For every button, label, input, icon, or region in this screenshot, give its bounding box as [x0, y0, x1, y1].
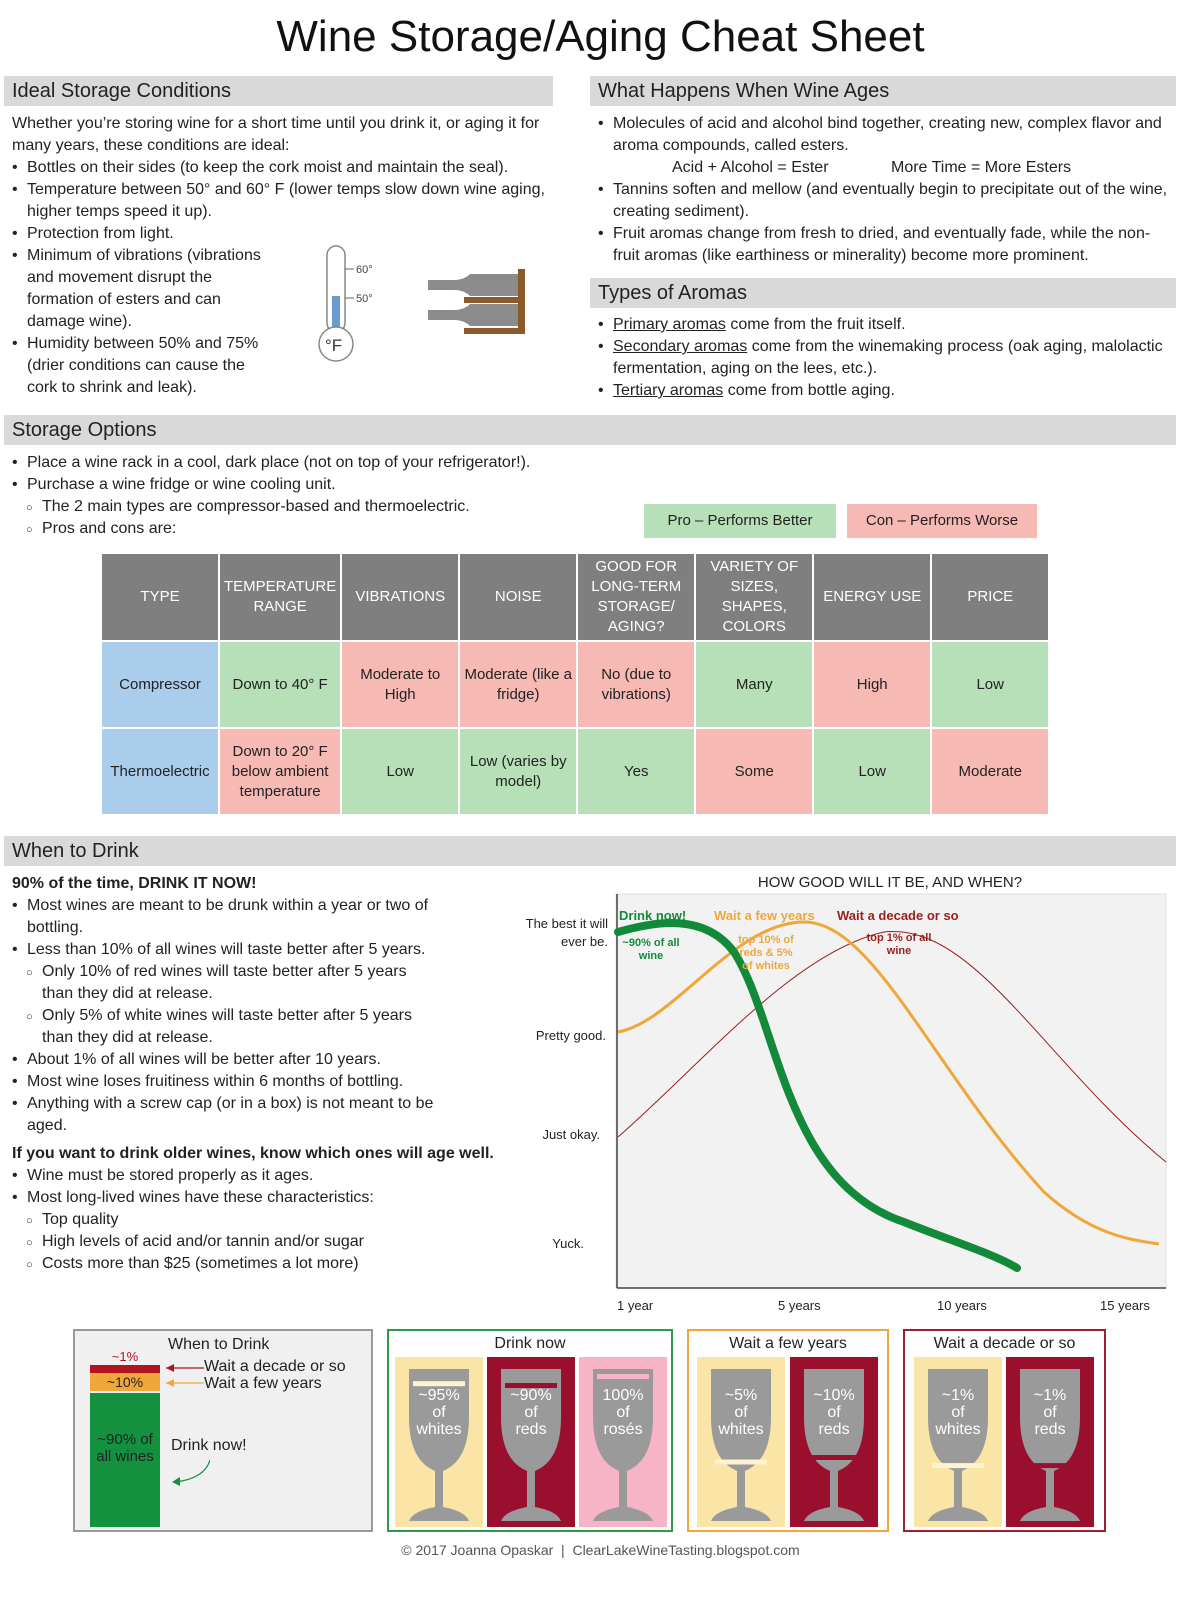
series-label-decade: Wait a decade or so: [837, 908, 959, 923]
aging-heading: What Happens When Wine Ages: [590, 76, 1176, 106]
wine-glass-card: [790, 1357, 878, 1527]
aroma-desc: come from the fruit itself.: [725, 316, 906, 333]
table-cell: Low: [932, 642, 1048, 727]
chart-title: HOW GOOD WILL IT BE, AND WHEN?: [757, 874, 1023, 891]
table-header: TEMPERATURE RANGE: [220, 554, 340, 640]
aging-bullet: • Tannins soften and mellow (and eventually begin to precipitate out of the wine, creating sediment).: [598, 179, 1174, 223]
wine-glass-icon: [395, 1357, 483, 1527]
wine-rack-icon: [424, 266, 530, 342]
wine-glass-icon: [1006, 1357, 1094, 1527]
table-header: TYPE: [102, 554, 218, 640]
drink-sub: ○ Costs more than $25 (sometimes a lot more): [12, 1253, 512, 1275]
wine-glass-card: [697, 1357, 785, 1527]
storage-bullet: • Place a wine rack in a cool, dark place (not on top of your refrigerator!).: [12, 452, 612, 474]
aging-list-2: [598, 179, 1174, 267]
glass-kind: whites: [718, 1421, 764, 1438]
pro-key: Pro – Performs Better: [644, 504, 836, 538]
glass-of: of: [827, 1404, 841, 1421]
drink-sublist-3: [12, 1209, 512, 1275]
ester-equation: Acid + Alcohol = Ester: [672, 159, 829, 176]
wine-glass-icon: [579, 1357, 667, 1527]
aroma-desc: come from bottle aging.: [723, 382, 895, 399]
drink-now-heading: 90% of the time, DRINK IT NOW!: [12, 875, 257, 892]
drink-heading: When to Drink: [4, 836, 1176, 866]
ideal-intro: Whether you’re storing wine for a short time until you drink it, or aging it for many years, these conditions are ideal:: [12, 115, 540, 154]
drink-list-3: [12, 1165, 512, 1209]
glass-kind: reds: [818, 1421, 850, 1438]
glass-of: of: [524, 1404, 538, 1421]
y-label-pretty-good: Pretty good.: [535, 1028, 606, 1043]
table-row: [102, 729, 1048, 814]
aging-list: [598, 113, 1174, 157]
thermo-unit: °F: [325, 336, 343, 355]
table-cell: Moderate (like a fridge): [460, 642, 576, 727]
drink-now-title: Drink now: [494, 1335, 566, 1352]
x-label-1: 1 year: [617, 1298, 654, 1313]
wine-glass-icon: [790, 1357, 878, 1527]
wine-glass-icon: [697, 1357, 785, 1527]
aroma-term: Tertiary aromas: [613, 382, 724, 399]
bar-text-few: Wait a few years: [204, 1375, 322, 1392]
few-years-title: Wait a few years: [729, 1335, 847, 1352]
table-header: GOOD FOR LONG-TERM STORAGE/ AGING?: [578, 554, 694, 640]
ideal-heading: Ideal Storage Conditions: [4, 76, 553, 106]
table-cell: High: [814, 642, 930, 727]
y-label-yuck: Yuck.: [552, 1236, 584, 1251]
aging-chart: [614, 892, 1170, 1292]
aroma-item: [598, 314, 1174, 336]
footer: © 2017 Joanna Opaskar | ClearLakeWineTasting.blogspot.com: [401, 1542, 800, 1558]
drink-bullet: • About 1% of all wines will be better after 10 years.: [12, 1049, 452, 1071]
con-key: Con – Performs Worse: [847, 504, 1037, 538]
glass-kind: whites: [416, 1421, 462, 1438]
table-row: [102, 642, 1048, 727]
thermo-label-60: 60°: [356, 264, 373, 276]
ideal-bullet: • Protection from light.: [12, 223, 552, 245]
drink-sub: ○ Top quality: [12, 1209, 512, 1231]
aging-bullet: • Molecules of acid and alcohol bind together, creating new, complex flavor and aroma compounds, called esters.: [598, 113, 1174, 157]
annotation-few: top 10% of reds & 5% of whites: [738, 934, 794, 972]
table-header: NOISE: [460, 554, 576, 640]
drink-sub: ○ Only 10% of red wines will taste better after 5 years than they did at release.: [12, 961, 442, 1005]
glass-kind: reds: [515, 1421, 547, 1438]
aroma-term: Primary aromas: [613, 316, 726, 333]
aroma-desc: come from the winemaking process (oak aging, malolactic fermentation, aging on the lees, etc.).: [613, 338, 1163, 377]
table-header-row: [102, 554, 1048, 640]
wine-glass-card: [487, 1357, 575, 1527]
bar-arrows: [160, 1360, 210, 1490]
x-label-15: 15 years: [1100, 1298, 1150, 1313]
x-label-10: 10 years: [937, 1298, 987, 1313]
aroma-term: Secondary aromas: [613, 338, 748, 355]
series-label-few: Wait a few years: [714, 908, 815, 923]
wine-glass-card: [395, 1357, 483, 1527]
bar-segment-decade: [90, 1365, 160, 1373]
aromas-list: [598, 314, 1174, 402]
ideal-bullet: • Temperature between 50° and 60° F (lower temps slow down wine aging, higher temps speed it up).: [12, 179, 552, 223]
bar-title: When to Drink: [168, 1336, 270, 1353]
bar-segment-few: ~10%: [90, 1373, 160, 1391]
drink-sublist-1: [12, 961, 442, 1049]
glass-of: of: [1043, 1404, 1057, 1421]
drink-list-2: [12, 1049, 452, 1137]
drink-bullet: • Less than 10% of all wines will taste better after 5 years.: [12, 939, 452, 961]
drink-bullet: • Most long-lived wines have these characteristics:: [12, 1187, 512, 1209]
storage-table: [100, 552, 1050, 816]
drink-sub: ○ Only 5% of white wines will taste better after 5 years than they did at release.: [12, 1005, 442, 1049]
thermo-label-50: 50°: [356, 293, 373, 305]
annotation-now: ~90% of all wine: [622, 937, 680, 962]
table-cell: Compressor: [102, 642, 218, 727]
wine-glass-icon: [487, 1357, 575, 1527]
glass-pct: 100%: [602, 1387, 644, 1404]
drink-bullet: • Most wines are meant to be drunk within a year or two of bottling.: [12, 895, 452, 939]
page-title: Wine Storage/Aging Cheat Sheet: [276, 12, 925, 61]
table-cell: Many: [696, 642, 812, 727]
wine-glass-card: [914, 1357, 1002, 1527]
aroma-item: [598, 380, 1174, 402]
glass-kind: rosés: [603, 1421, 643, 1438]
storage-heading: Storage Options: [4, 415, 1176, 445]
drink-sub: ○ High levels of acid and/or tannin and/or sugar: [12, 1231, 512, 1253]
glass-pct: ~95%: [418, 1387, 460, 1404]
aging-bullet: • Fruit aromas change from fresh to dried, and eventually fade, while the non-fruit aromas (like earthiness or minerality) become more prominent.: [598, 223, 1174, 267]
series-label-now: Drink now!: [619, 908, 687, 923]
y-label-best: The best it will ever be.: [525, 916, 608, 949]
glass-pct: ~1%: [941, 1387, 975, 1404]
bar-text-now: Drink now!: [171, 1437, 247, 1454]
storage-list: [12, 452, 612, 496]
glass-of: of: [734, 1404, 748, 1421]
drink-bullet: • Anything with a screw cap (or in a box) is not meant to be aged.: [12, 1093, 452, 1137]
wine-glass-card: [579, 1357, 667, 1527]
x-label-5: 5 years: [778, 1298, 821, 1313]
table-cell: Yes: [578, 729, 694, 814]
glass-kind: whites: [935, 1421, 981, 1438]
table-header: VARIETY OF SIZES, SHAPES, COLORS: [696, 554, 812, 640]
ideal-bullet: • Minimum of vibrations (vibrations and movement disrupt the formation of esters and can damage wine).: [12, 245, 274, 333]
decade-title: Wait a decade or so: [933, 1335, 1076, 1352]
bar-segment-now: ~90% of all wines: [90, 1393, 160, 1527]
drink-bullet: • Wine must be stored properly as it ages.: [12, 1165, 512, 1187]
table-cell: Down to 20° F below ambient temperature: [220, 729, 340, 814]
glass-of: of: [432, 1404, 446, 1421]
table-cell: Some: [696, 729, 812, 814]
wine-glass-card: [1006, 1357, 1094, 1527]
storage-sub: ○ The 2 main types are compressor-based and thermoelectric.: [12, 496, 612, 518]
table-cell: Low (varies by model): [460, 729, 576, 814]
glass-of: of: [951, 1404, 965, 1421]
y-label-okay: Just okay.: [542, 1127, 600, 1142]
storage-bullet: • Purchase a wine fridge or wine cooling unit.: [12, 474, 612, 496]
time-equation: More Time = More Esters: [891, 159, 1072, 176]
drink-list-1: [12, 895, 452, 961]
bar-text-decade: Wait a decade or so: [204, 1358, 346, 1375]
glass-pct: ~5%: [724, 1387, 758, 1404]
table-cell: Down to 40° F: [220, 642, 340, 727]
table-cell: Thermoelectric: [102, 729, 218, 814]
glass-pct: ~1%: [1033, 1387, 1067, 1404]
aromas-heading: Types of Aromas: [590, 278, 1176, 308]
annotation-decade: top 1% of all wine: [866, 932, 932, 957]
bar-label-decade-pct: ~1%: [111, 1349, 139, 1364]
glass-pct: ~10%: [813, 1387, 855, 1404]
glass-kind: reds: [1034, 1421, 1066, 1438]
older-wines-heading: If you want to drink older wines, know which ones will age well.: [12, 1145, 494, 1162]
drink-bullet: • Most wine loses fruitiness within 6 months of bottling.: [12, 1071, 452, 1093]
wine-glass-icon: [914, 1357, 1002, 1527]
glass-pct: ~90%: [510, 1387, 552, 1404]
thermometer-icon: [310, 240, 400, 370]
table-cell: Low: [342, 729, 458, 814]
table-header: VIBRATIONS: [342, 554, 458, 640]
table-header: PRICE: [932, 554, 1048, 640]
storage-sub: ○ Pros and cons are:: [12, 518, 612, 540]
table-cell: Low: [814, 729, 930, 814]
ideal-bullet: • Bottles on their sides (to keep the cork moist and maintain the seal).: [12, 157, 552, 179]
ideal-bullet: • Humidity between 50% and 75% (drier conditions can cause the cork to shrink and leak).: [12, 333, 274, 399]
table-header: ENERGY USE: [814, 554, 930, 640]
table-cell: Moderate to High: [342, 642, 458, 727]
aroma-item: [598, 336, 1174, 380]
table-cell: No (due to vibrations): [578, 642, 694, 727]
glass-of: of: [616, 1404, 630, 1421]
storage-sublist: [12, 496, 612, 540]
table-cell: Moderate: [932, 729, 1048, 814]
